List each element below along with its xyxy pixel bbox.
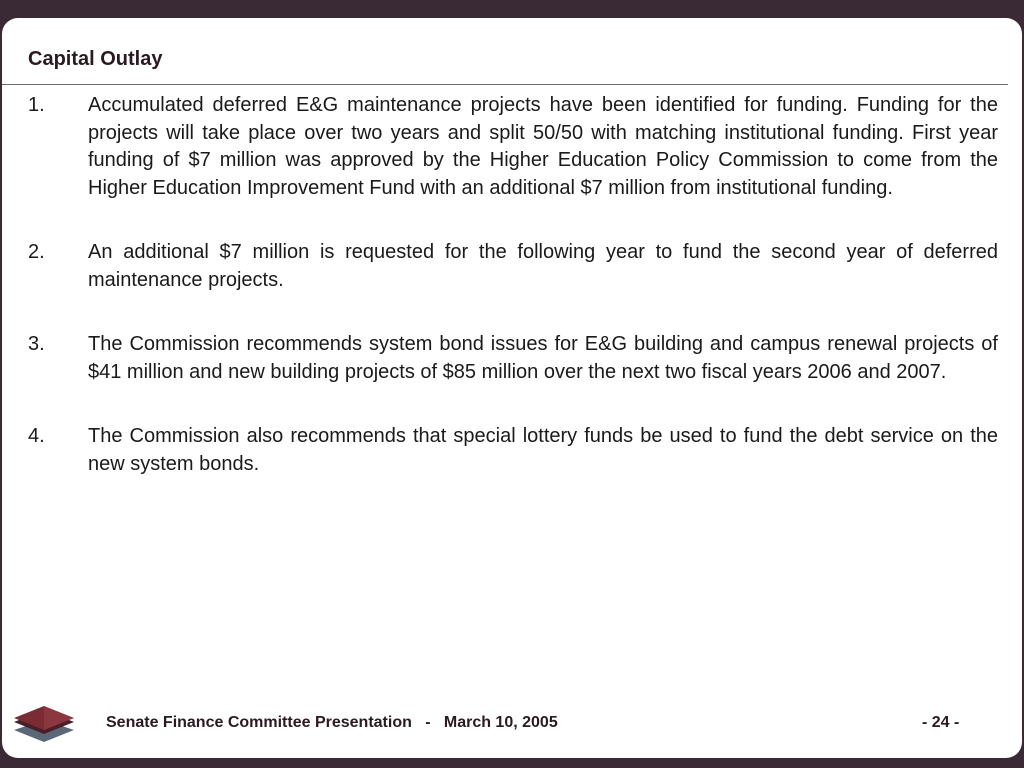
slide [2,18,1022,758]
item-list [28,92,998,515]
page-number: - 24 - [922,714,960,731]
item-number: 2. [28,241,45,263]
list-item [28,92,998,202]
list-item [28,331,998,386]
list-item [28,423,998,478]
graduation-cap-icon [10,700,78,748]
item-number: 4. [28,425,45,447]
item-number: 1. [28,94,45,116]
list-item [28,239,998,294]
item-text: Accumulated deferred E&G maintenance projects have been identified for funding. Funding for the projects will take place over two years and split 50/50 with matching institutional funding. First year funding of $7 million was approved by the Higher Education Policy Commission to come from the Higher Education Improvement Fund with an additional $7 million from institutional funding. [88,94,998,199]
item-text: The Commission also recommends that special lottery funds be used to fund the debt service on the new system bonds. [88,425,998,475]
slide-title: Capital Outlay [28,48,163,70]
title-divider [2,84,1008,85]
item-number: 3. [28,333,45,355]
item-text: The Commission recommends system bond issues for E&G building and campus renewal projects of $41 million and new building projects of $85 million over the next two fiscal years 2006 and 2007. [88,333,998,383]
footer-presentation-info: Senate Finance Committee Presentation - March 10, 2005 [106,714,558,731]
item-text: An additional $7 million is requested for the following year to fund the second year of deferred maintenance projects. [88,241,998,291]
